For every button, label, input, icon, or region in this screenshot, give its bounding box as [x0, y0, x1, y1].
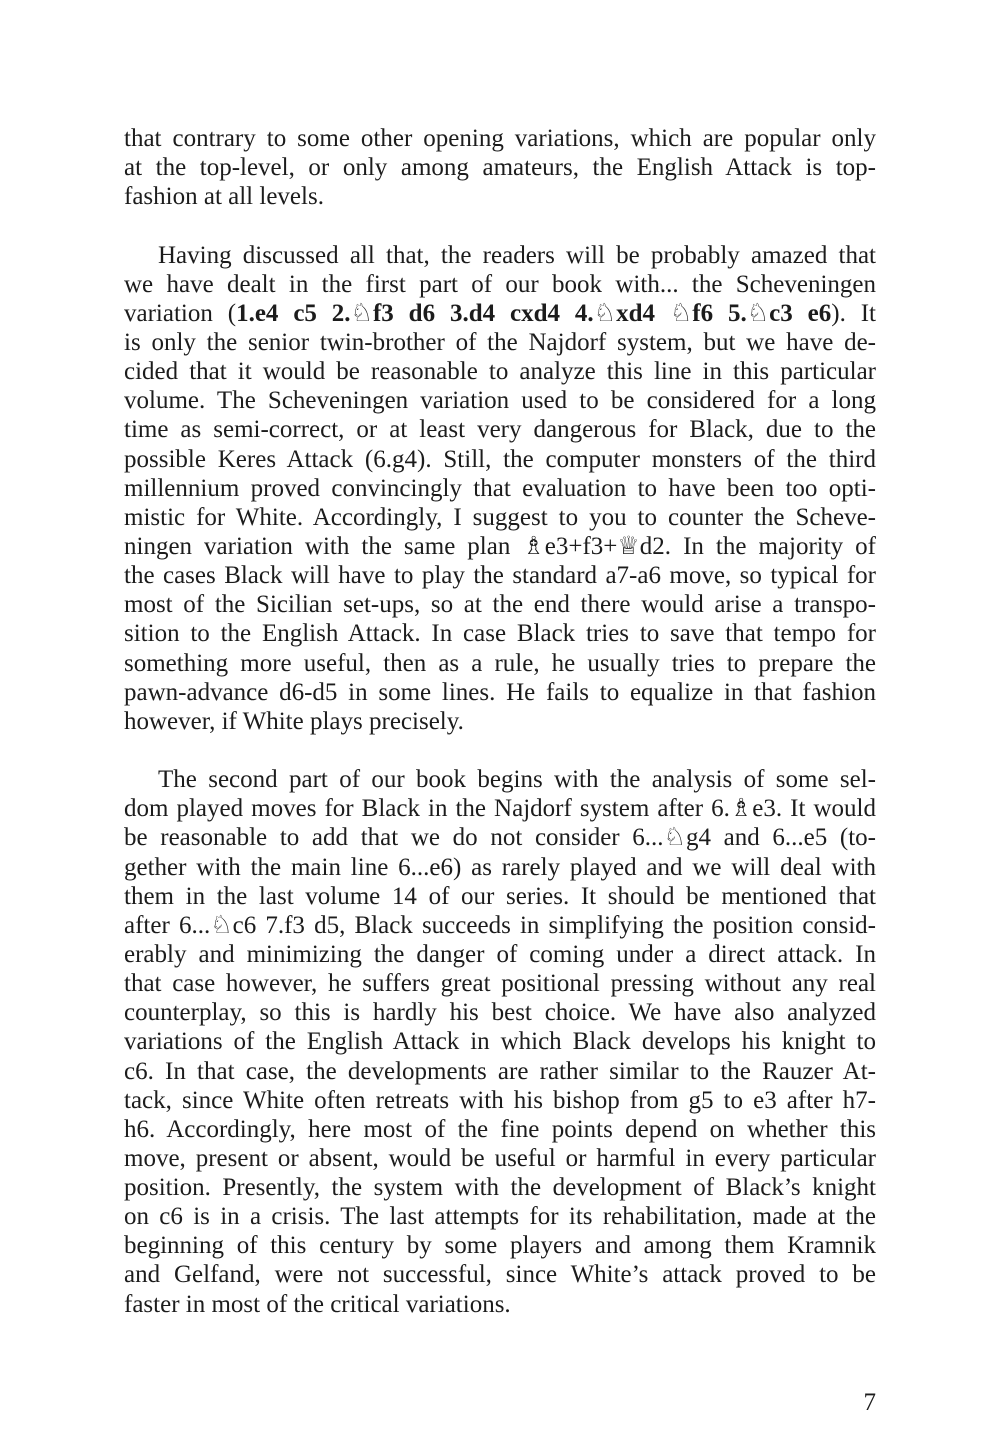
- text-line: most of the Sicilian set-ups, so at the end there would arise a transpo-: [124, 591, 876, 619]
- text-line: erably and minimizing the danger of coming under a direct attack. In: [124, 940, 876, 968]
- text-line: them in the last volume 14 of our series. It should be mentioned that: [124, 882, 876, 910]
- text-line: on c6 is in a crisis. The last attempts for its rehabilitation, made at the: [124, 1203, 876, 1231]
- text-line: and Gelfand, were not successful, since White’s attack proved to be: [124, 1261, 876, 1289]
- text-line: mistic for White. Accordingly, I suggest to you to counter the Scheve-: [124, 503, 876, 531]
- paragraph-2: [124, 241, 876, 736]
- text-line: after 6...♘c6 7.f3 d5, Black succeeds in simplifying the position consid-: [124, 911, 876, 939]
- chess-move-sequence: 1.e4 c5 2.♘f3 d6 3.d4 cxd4 4.♘xd4 ♘f6 5.♘c3 e6: [236, 299, 832, 327]
- paragraph-3: [124, 765, 876, 1319]
- text-line: The second part of our book begins with the analysis of some sel-: [158, 766, 876, 794]
- text-line: pawn-advance d6-d5 in some lines. He fails to equalize in that fashion: [124, 678, 876, 706]
- text-line: be reasonable to add that we do not consider 6...♘g4 and 6...e5 (to-: [124, 824, 876, 852]
- text-line: counterplay, so this is hardly his best choice. We have also analyzed: [124, 999, 876, 1027]
- text-line: we have dealt in the first part of our book with... the Scheveningen: [124, 270, 876, 298]
- text-line: variations of the English Attack in which Black develops his knight to: [124, 1028, 876, 1056]
- body-text: [124, 124, 876, 1319]
- text-line: however, if White plays precisely.: [124, 707, 464, 735]
- text-line: faster in most of the critical variations.: [124, 1290, 511, 1318]
- text-line: tack, since White often retreats with his bishop from g5 to e3 after h7-: [124, 1086, 876, 1114]
- text-line: fashion at all levels.: [124, 183, 324, 211]
- paragraph-1: [124, 124, 876, 211]
- line-text: ). It: [831, 299, 876, 327]
- page-number: 7: [863, 1389, 876, 1416]
- text-line: ningen variation with the same plan ♗e3+f3+♕d2. In the majority of: [124, 532, 876, 560]
- text-line: move, present or absent, would be useful or harmful in every particular: [124, 1144, 876, 1172]
- text-line: sition to the English Attack. In case Black tries to save that tempo for: [124, 620, 876, 648]
- text-line: time as semi-correct, or at least very dangerous for Black, due to the: [124, 416, 876, 444]
- text-line: that contrary to some other opening variations, which are popular only: [124, 125, 876, 152]
- text-line: possible Keres Attack (6.g4). Still, the computer monsters of the third: [124, 445, 876, 473]
- text-line: is only the senior twin-brother of the Najdorf system, but we have de-: [124, 328, 876, 356]
- text-line: cided that it would be reasonable to analyze this line in this particular: [124, 358, 876, 386]
- text-line: Having discussed all that, the readers will be probably amazed that: [158, 241, 876, 269]
- text-line: h6. Accordingly, here most of the fine points depend on whether this: [124, 1115, 876, 1143]
- text-line: at the top-level, or only among amateurs, the English Attack is top-: [124, 154, 876, 182]
- text-line: dom played moves for Black in the Najdorf system after 6.♗e3. It would: [124, 795, 876, 823]
- line-text: variation (: [124, 299, 237, 327]
- text-line: c6. In that case, the developments are rather similar to the Rauzer At-: [124, 1057, 876, 1085]
- text-line: beginning of this century by some players and among them Kramnik: [124, 1232, 876, 1260]
- text-line: the cases Black will have to play the standard a7-a6 move, so typical for: [124, 562, 876, 590]
- text-line: volume. The Scheveningen variation used to be considered for a long: [124, 387, 876, 415]
- text-line: something more useful, then as a rule, he usually tries to prepare the: [124, 649, 876, 677]
- text-line-with-moves: [124, 299, 876, 328]
- text-line: position. Presently, the system with the development of Black’s knight: [124, 1174, 876, 1202]
- text-line: gether with the main line 6...e6) as rarely played and we will deal with: [124, 853, 876, 881]
- text-line: that case however, he suffers great positional pressing without any real: [124, 970, 876, 998]
- text-line: millennium proved convincingly that evaluation to have been too opti-: [124, 474, 876, 502]
